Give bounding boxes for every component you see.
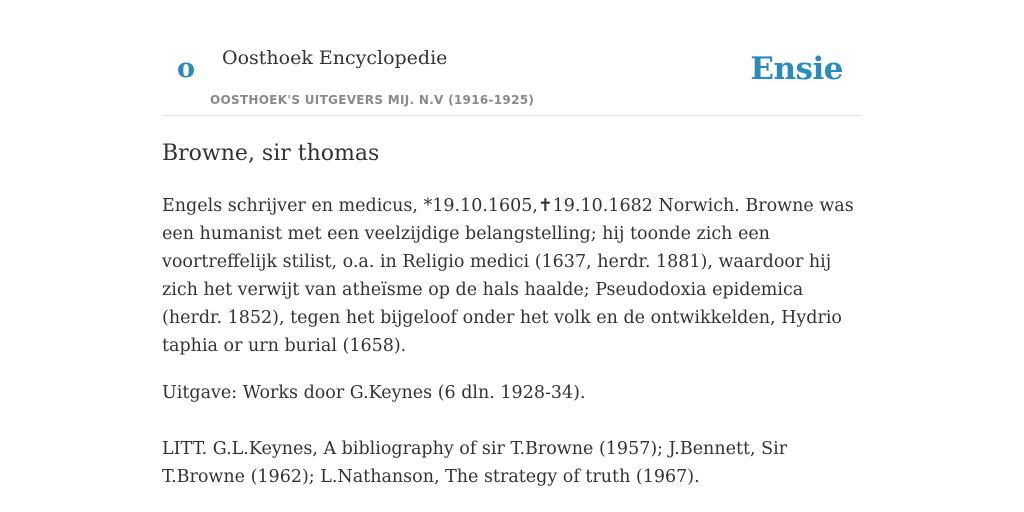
entry-body: Engels schrijver en medicus, *19.10.1605,✝19.10.1682 Norwich. Browne was een humanist met een veelzijdige belangstelling; hij toonde zich een voortreffelijk stilist, o.a. in Religio medici (1637, herdr. 1881), waardoor hij zich het verwijt van atheïsme op de hals haalde; Pseudodoxia epidemica (herdr. 1852), tegen het bijgeloof onder het volk en de ontwikkelden, Hydrio taphia or urn burial (1658).: [162, 196, 854, 356]
site-logo[interactable]: o: [177, 53, 196, 84]
site-title[interactable]: Oosthoek Encyclopedie: [222, 47, 448, 69]
brand-logo[interactable]: Ensie: [750, 51, 843, 87]
site-header: [162, 30, 862, 116]
publisher-subtitle: OOSTHOEK'S UITGEVERS MIJ. N.V (1916-1925): [210, 93, 535, 107]
entry-title: Browne, sir thomas: [162, 141, 380, 166]
entry-edition: Uitgave: Works door G.Keynes (6 dln. 1928-34).: [162, 383, 586, 403]
entry-content: [162, 138, 862, 491]
entry-literature: LITT. G.L.Keynes, A bibliography of sir T.Browne (1957); J.Bennett, Sir T.Browne (1962); L.Nathanson, The strategy of truth (1967).: [162, 439, 788, 487]
